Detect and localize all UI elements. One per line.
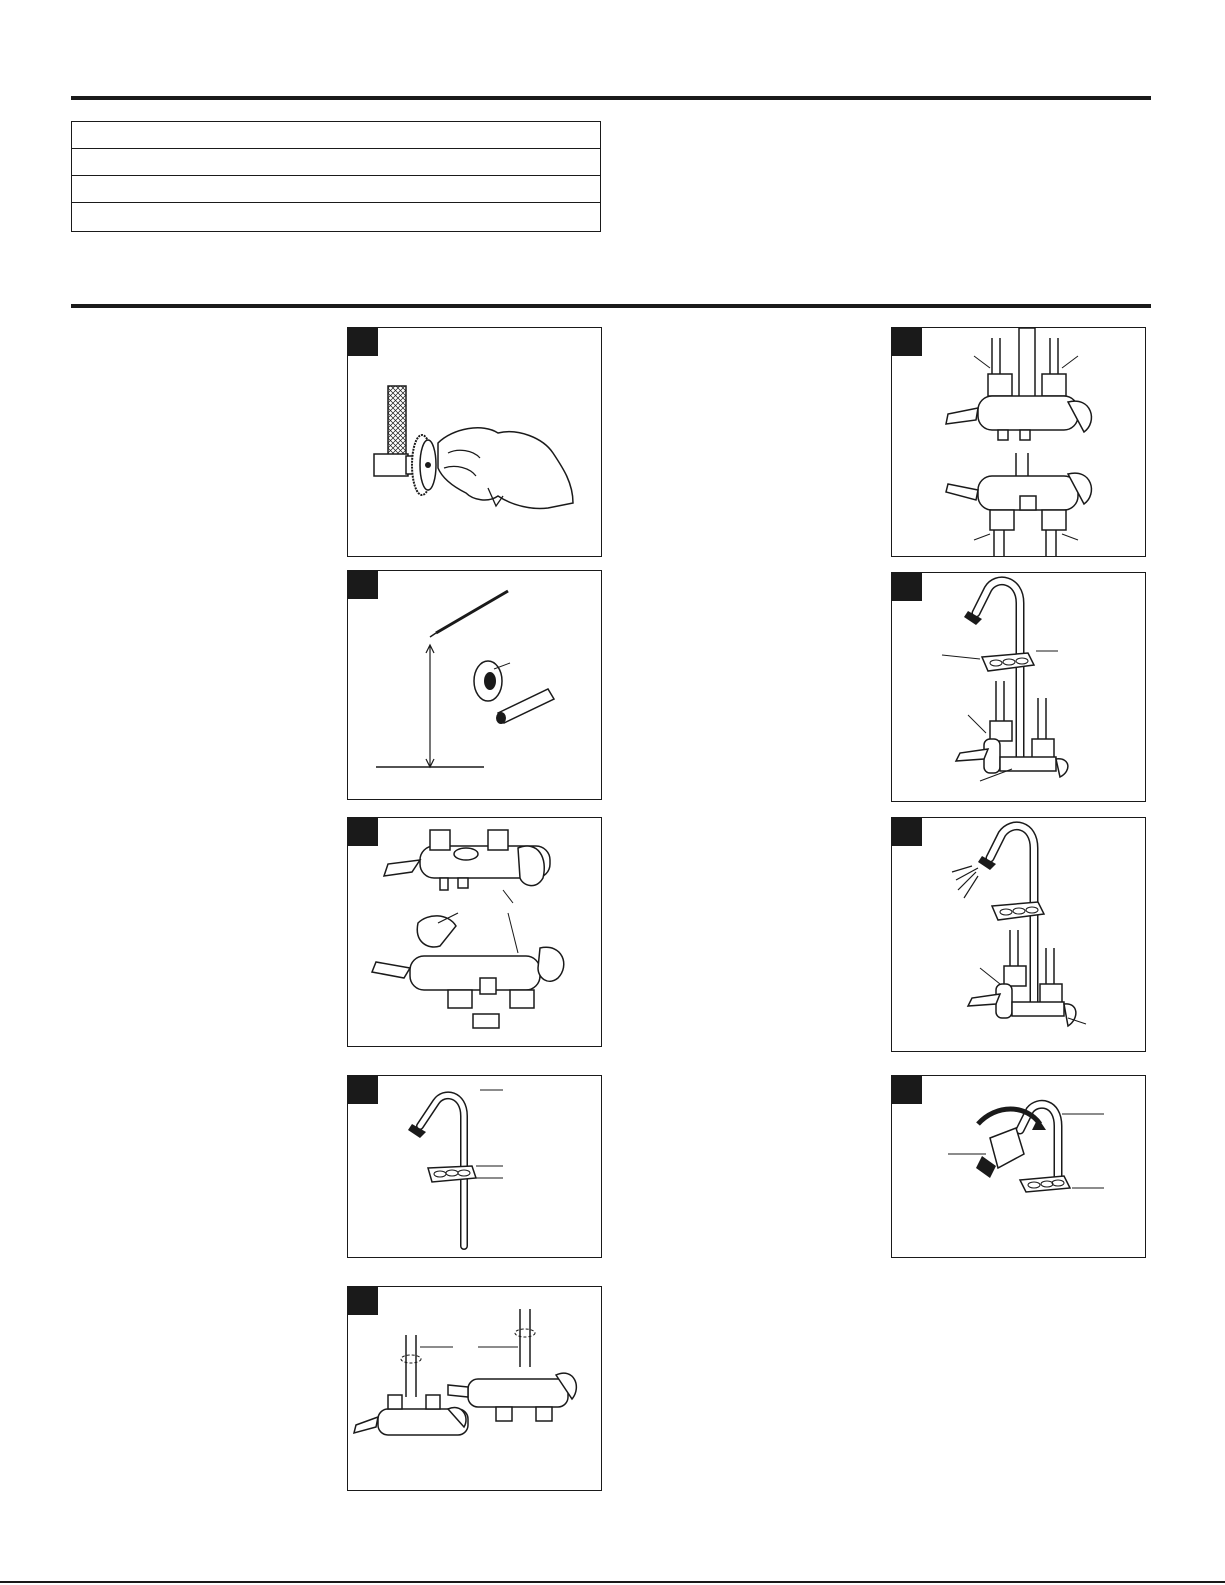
figure-step-2 xyxy=(347,570,602,800)
figure-step-1 xyxy=(347,327,602,557)
figure-step-9 xyxy=(891,1075,1146,1258)
figure-step-4 xyxy=(347,1075,602,1258)
supply-connection-illustration xyxy=(892,328,1147,558)
spec-table-row xyxy=(72,203,600,231)
figure-step-3 xyxy=(347,817,602,1047)
spec-table-row xyxy=(72,149,600,176)
section-rule xyxy=(71,304,1151,308)
measurement-illustration xyxy=(348,571,603,801)
spec-table xyxy=(71,121,601,232)
spout-soap-dish-illustration xyxy=(348,1076,603,1259)
faucet-body-illustration xyxy=(348,818,603,1048)
figure-step-8 xyxy=(891,817,1146,1052)
flushing-faucet-illustration xyxy=(892,818,1147,1053)
footer-rule xyxy=(0,1581,1225,1583)
header-rule xyxy=(71,96,1151,100)
shutoff-valve-illustration xyxy=(348,328,603,558)
figure-step-6 xyxy=(891,327,1146,557)
assembled-faucet-illustration xyxy=(892,573,1147,803)
riser-install-illustration xyxy=(348,1287,603,1492)
spec-table-row xyxy=(72,122,600,149)
spec-table-row xyxy=(72,176,600,203)
shower-head-illustration xyxy=(892,1076,1147,1259)
figure-step-5 xyxy=(347,1286,602,1491)
figure-step-7 xyxy=(891,572,1146,802)
